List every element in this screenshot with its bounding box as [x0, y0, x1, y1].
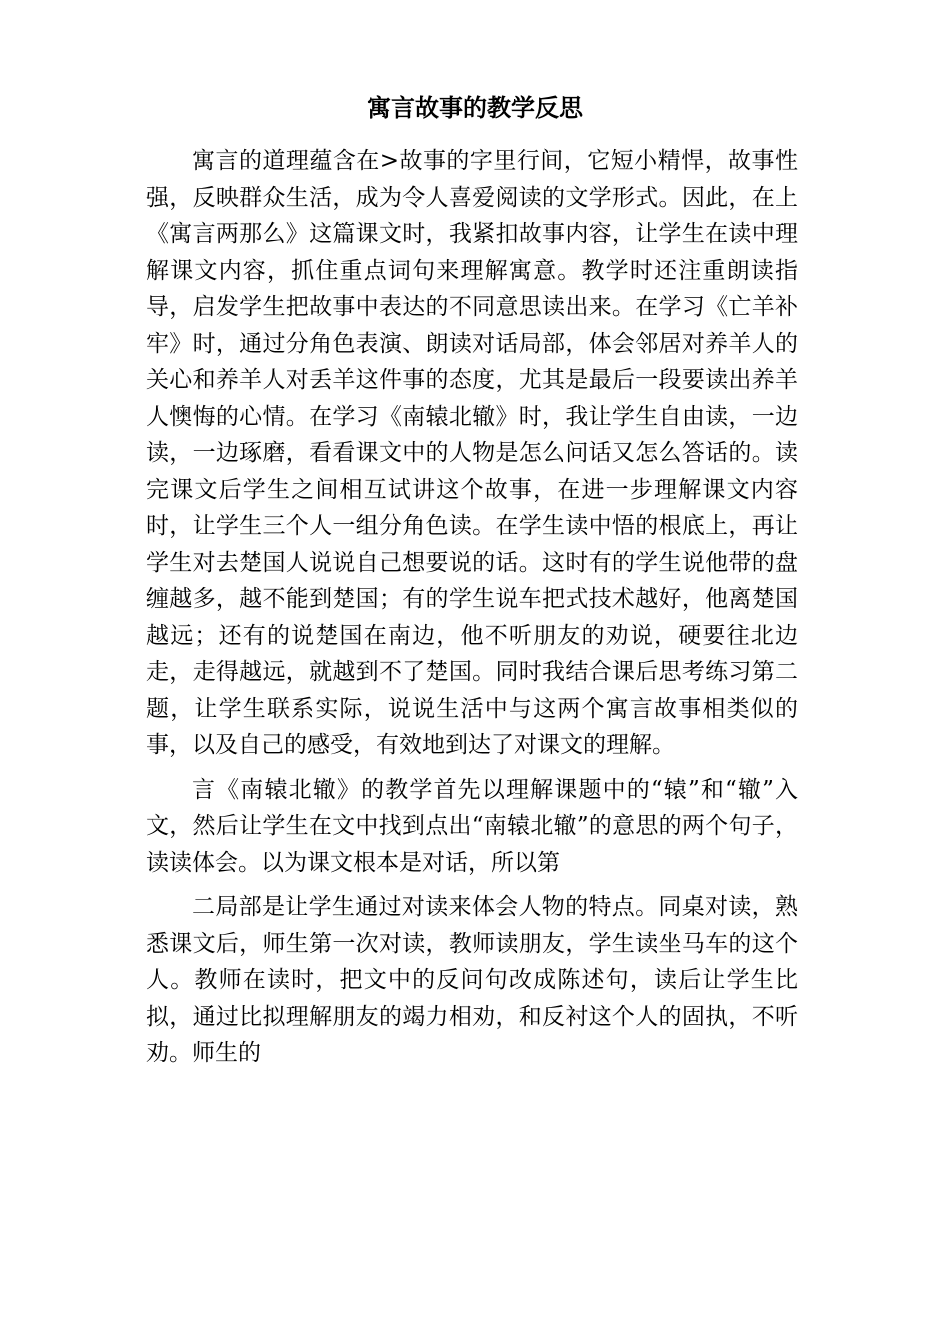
- document-title: 寓言故事的教学反思: [367, 93, 583, 122]
- paragraph-2: 言《南辕北辙》的教学首先以理解课题中的“辕”和“辙”入文，然后让学生在文中找到点出“南辕北辙”的意思的两个句子，读读体会。以为课文根本是对话，所以第: [146, 776, 798, 876]
- document-body: [146, 143, 798, 1072]
- paragraph-1: 寓言的道理蕴含在>故事的字里行间，它短小精悍，故事性强，反映群众生活，成为令人喜爱阅读的文学形式。因此，在上《寓言两那么》这篇课文时，我紧扣故事内容，让学生在读中理解课文内容，抓住重点词句来理解寓意。教学时还注重朗读指导，启发学生把故事中表达的不同意思读出来。在学习《亡羊补牢》时，通过分角色表演、朗读对话局部，体会邻居对养羊人的关心和养羊人对丢羊这件事的态度，尤其是最后一段要读出养羊人懊悔的心情。在学习《南辕北辙》时，我让学生自由读，一边读，一边琢磨，看看课文中的人物是怎么问话又怎么答话的。读完课文后学生之间相互试讲这个故事，在进一步理解课文内容时，让学生三个人一组分角色读。在学生读中悟的根底上，再让学生对去楚国人说说自己想要说的话。这时有的学生说他带的盘缠越多，越不能到楚国；有的学生说车把式技术越好，他离楚国越远；还有的说楚国在南边，他不听朋友的劝说，硬要往北边走，走得越远，就越到不了楚国。同时我结合课后思考练习第二题，让学生联系实际，说说生活中与这两个寓言故事相类似的事，以及自己的感受，有效地到达了对课文的理解。: [146, 148, 798, 758]
- paragraph-3: 二局部是让学生通过对读来体会人物的特点。同桌对读，熟悉课文后，师生第一次对读，教师读朋友，学生读坐马车的这个人。教师在读时，把文中的反问句改成陈述句，读后让学生比拟，通过比拟理解朋友的竭力相劝，和反衬这个人的固执，不听劝。师生的: [146, 894, 798, 1066]
